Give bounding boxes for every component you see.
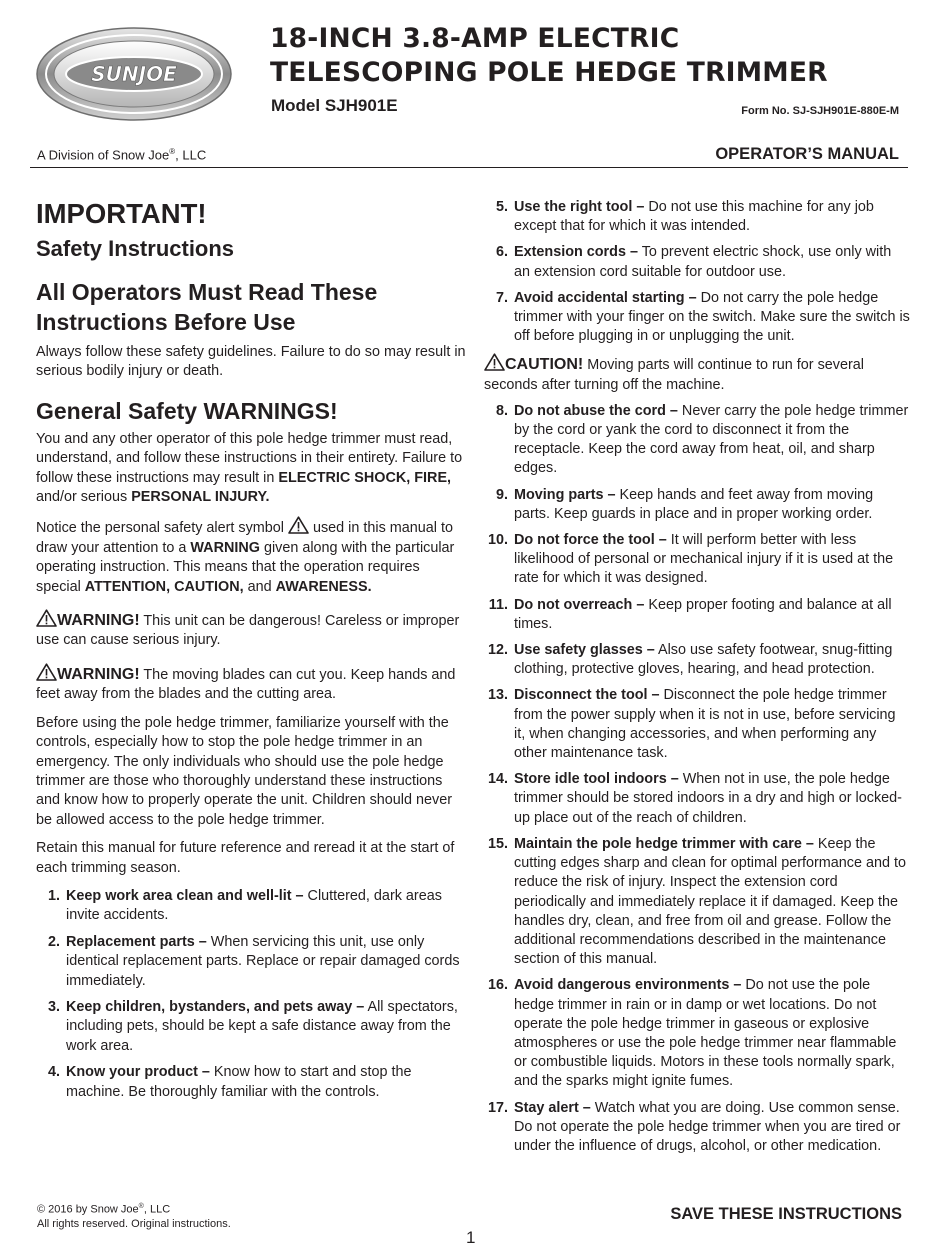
list-item: 17. Stay alert – Watch what you are doing. Use common sense. Do not operate the pole hedge trimmer when you are tired or under the influence of drugs, alcohol, or other medication. [487, 1099, 901, 1154]
always-follow-paragraph: Always follow these safety guidelines. Failure to do so may result in serious bodily injury or death. [36, 344, 466, 380]
list-item: 13. Disconnect the tool – Disconnect the pole hedge trimmer from the power supply when it is not in use, before servicing it, when changing accessories, and when performing any other maintenance task. [487, 687, 896, 762]
list-item: 8. Do not abuse the cord – Never carry the pole hedge trimmer by the cord or yank the cord to disconnect it from the receptacle. Keep the cord away from heat, oil, and sharp edges. [495, 402, 909, 477]
model-number: Model SJH901E [271, 96, 398, 115]
list-item: 4. Know your product – Know how to start and stop the machine. Be thoroughly familiar with the controls. [47, 1064, 412, 1100]
operators-manual-label: OPERATOR’S MANUAL [715, 145, 899, 163]
warning-triangle-icon [36, 663, 57, 681]
general-safety-paragraph: You and any other operator of this pole hedge trimmer must read, understand, and follow these instructions in their entirety. Failure to follow these instructions may result in ELECTRIC SHOCK, FIRE, and/or serious PERSONAL INJURY. [36, 430, 463, 506]
right-column [484, 198, 910, 1163]
list-item: 9. Moving parts – Keep hands and feet away from moving parts. Keep guards in place and in proper working order. [495, 486, 874, 522]
warning-label: WARNING! [57, 612, 140, 630]
document-title [270, 22, 910, 90]
safety-list-right-a [484, 198, 910, 346]
division-line: A Division of Snow Joe®, LLC [37, 147, 207, 163]
list-item: 11. Do not overreach – Keep proper footing and balance at all times. [488, 596, 892, 632]
warning-paragraph-1: WARNING! This unit can be dangerous! Careless or improper use can cause serious injury. [36, 609, 466, 651]
safety-instructions-heading: Safety Instructions [36, 236, 235, 261]
logo-text: SUNJOE [91, 62, 177, 86]
list-item: 3. Keep children, bystanders, and pets away – All spectators, including pets, should be kept a safe distance away from the work area. [47, 998, 458, 1054]
list-item: 14. Store idle tool indoors – When not in use, the pole hedge trimmer should be stored indoors in a dry and high or locked-up place out of the reach of children. [487, 771, 902, 826]
warning-triangle-icon [484, 353, 505, 371]
list-item: 1. Keep work area clean and well-lit – Cluttered, dark areas invite accidents. [47, 887, 442, 924]
warning-paragraph-2: WARNING! The moving blades can cut you. Keep hands and feet away from the blades and the cutting area. [36, 663, 466, 705]
all-operators-heading: All Operators Must Read These Instructions Before Use [36, 279, 378, 335]
list-item: 6. Extension cords – To prevent electric shock, use only with an extension cord suitable for outdoor use. [495, 244, 892, 280]
list-item: 15. Maintain the pole hedge trimmer with care – Keep the cutting edges sharp and clean for optimal performance and to reduce the risk of injury. Inspect the extension cord periodically and immediately replace it if damaged. Keep the handles dry, clean, and free from oil and grease. Follow the additional recommendations described in the maintenance section of this manual. [487, 835, 906, 968]
list-item: 5. Use the right tool – Do not use this machine for any job except that for which it was intended. [495, 199, 874, 235]
header-divider [30, 167, 908, 168]
caution-paragraph: CAUTION! Moving parts will continue to run for several seconds after turning off the machine. [484, 353, 910, 394]
save-instructions-label: SAVE THESE INSTRUCTIONS [670, 1205, 902, 1223]
title-line-2: TELESCOPING POLE HEDGE TRIMMER [270, 57, 828, 88]
page-number: 1 [466, 1228, 476, 1247]
copyright-notice [37, 1200, 231, 1231]
safety-list-right-b [484, 402, 910, 1156]
left-column [36, 197, 466, 1109]
copyright-line: © 2016 by Snow Joe®, LLC [37, 1203, 171, 1216]
before-using-paragraph: Before using the pole hedge trimmer, familiarize yourself with the controls, especially how to stop the pole hedge trimmer in an emergency. The only individuals who should use the pole hedge trimmer are those who thoroughly understand these instructions and know how to properly operate the unit. Children should never be allowed access to the pole hedge trimmer. [36, 714, 452, 828]
list-item: 2. Replacement parts – When servicing this unit, use only identical replacement parts. Replace or repair damaged cords immediately. [47, 933, 460, 989]
notice-paragraph: Notice the personal safety alert symbol used in this manual to draw your attention to a WARNING given along with the particular operating instruction. This means that the operation requires special ATTENTION, CAUTION, and AWARENESS. [36, 516, 466, 597]
list-item: 10. Do not force the tool – It will perform better with less likelihood of personal or mechanical injury if it is used at the rate for which it was designed. [487, 532, 894, 587]
caution-label: CAUTION! [505, 356, 584, 374]
sunjoe-logo [34, 24, 234, 128]
important-heading: IMPORTANT! [36, 198, 207, 229]
list-item: 7. Avoid accidental starting – Do not carry the pole hedge trimmer with your finger on the switch. Make sure the switch is off before plugging in or unplugging the unit. [495, 289, 910, 345]
warning-triangle-icon [36, 609, 57, 627]
warning-label: WARNING! [57, 665, 140, 683]
warning-triangle-icon [288, 516, 309, 534]
list-item: 16. Avoid dangerous environments – Do not use the pole hedge trimmer in rain or in damp or wet locations. Do not operate the pole hedge trimmer in gaseous or explosive atmospheres or use the pole hedge trimmer near flammable or combustible liquids. Motors in these tools normally spark, and the sparks might ignite fumes. [487, 977, 897, 1090]
safety-list-left [36, 887, 466, 1102]
rights-line: All rights reserved. Original instructions. [37, 1217, 231, 1230]
retain-paragraph: Retain this manual for future reference and reread it at the start of each trimming season. [36, 840, 455, 876]
title-line-1: 18-INCH 3.8-AMP ELECTRIC [270, 23, 680, 54]
form-number: Form No. SJ-SJH901E-880E-M [741, 105, 899, 117]
general-safety-heading: General Safety WARNINGS! [36, 397, 338, 424]
list-item: 12. Use safety glasses – Also use safety footwear, snug-fitting clothing, protective gloves, hearing, and head protection. [487, 642, 893, 678]
